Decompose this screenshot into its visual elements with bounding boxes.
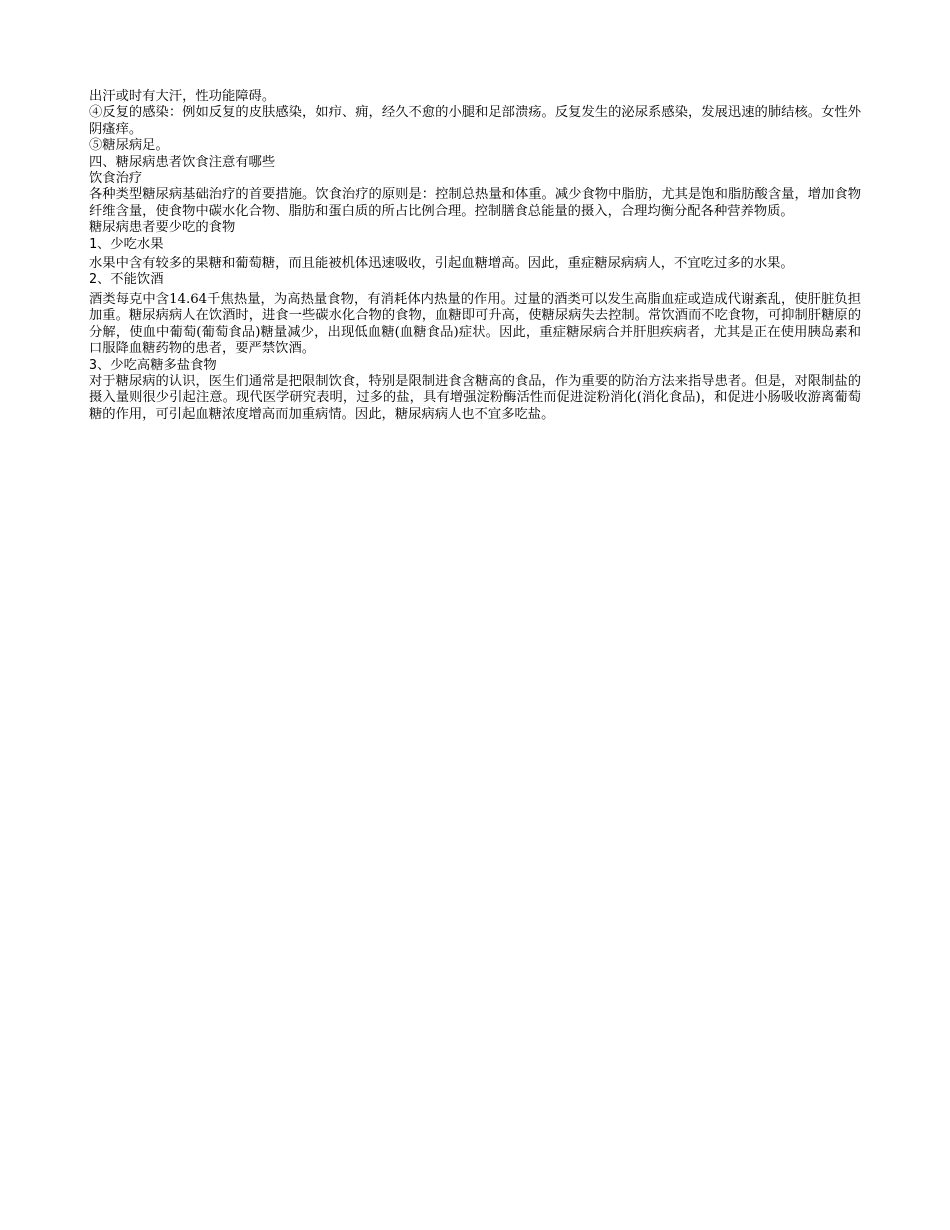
paragraph-diet-therapy: 各种类型糖尿病基础治疗的首要措施。饮食治疗的原则是：控制总热量和体重。减少食物中脂肪，尤其是饱和脂肪酸含量，增加食物纤维含量，使食物中碳水化合物、脂肪和蛋白质的所占比例合理。控制膳食总能量的摄入，合理均衡分配各种营养物质。 bbox=[89, 187, 861, 219]
item-heading-fruit: 1、少吃水果 bbox=[89, 236, 164, 252]
paragraph-fruit: 水果中含有较多的果糖和葡萄糖，而且能被机体迅速吸收，引起血糖增高。因此，重症糖尿病病人，不宜吃过多的水果。 bbox=[89, 256, 794, 272]
subheading-foods-to-limit: 糖尿病患者要少吃的食物 bbox=[89, 220, 236, 236]
document-body bbox=[89, 89, 861, 423]
item-heading-alcohol: 2、不能饮酒 bbox=[89, 272, 164, 288]
section-heading-diet: 四、糖尿病患者饮食注意有哪些 bbox=[89, 154, 276, 170]
item-heading-sugar-salt: 3、少吃高糖多盐食物 bbox=[89, 357, 217, 373]
paragraph-sweating: 出汗或时有大汗，性功能障碍。 bbox=[89, 89, 276, 104]
paragraph-infection: ④反复的感染：例如反复的皮肤感染，如疖、痈，经久不愈的小腿和足部溃疡。反复发生的泌尿系感染，发展迅速的肺结核。女性外阴瘙痒。 bbox=[89, 105, 861, 137]
paragraph-alcohol: 酒类每克中含14.64千焦热量，为高热量食物，有消耗体内热量的作用。过量的酒类可以发生高脂血症或造成代谢紊乱，使肝脏负担加重。糖尿病病人在饮酒时，进食一些碳水化合物的食物，血糖即可升高，使糖尿病失去控制。常饮酒而不吃食物，可抑制肝糖原的分解，使血中葡萄(葡萄食品)糖量减少，出现低血糖(血糖食品)症状。因此，重症糖尿病合并肝胆疾病者，尤其是正在使用胰岛素和口服降血糖药物的患者，要严禁饮酒。 bbox=[89, 291, 861, 357]
paragraph-sugar-salt: 对于糖尿病的认识，医生们通常是把限制饮食，特别是限制进食含糖高的食品，作为重要的防治方法来指导患者。但是，对限制盐的摄入量则很少引起注意。现代医学研究表明，过多的盐，具有增强淀粉酶活性而促进淀粉消化(消化食品)，和促进小肠吸收游离葡萄糖的作用，可引起血糖浓度增高而加重病情。因此，糖尿病病人也不宜多吃盐。 bbox=[89, 373, 861, 422]
paragraph-diabetic-foot: ⑤糖尿病足。 bbox=[89, 138, 169, 154]
subheading-diet-therapy: 饮食治疗 bbox=[89, 171, 143, 187]
